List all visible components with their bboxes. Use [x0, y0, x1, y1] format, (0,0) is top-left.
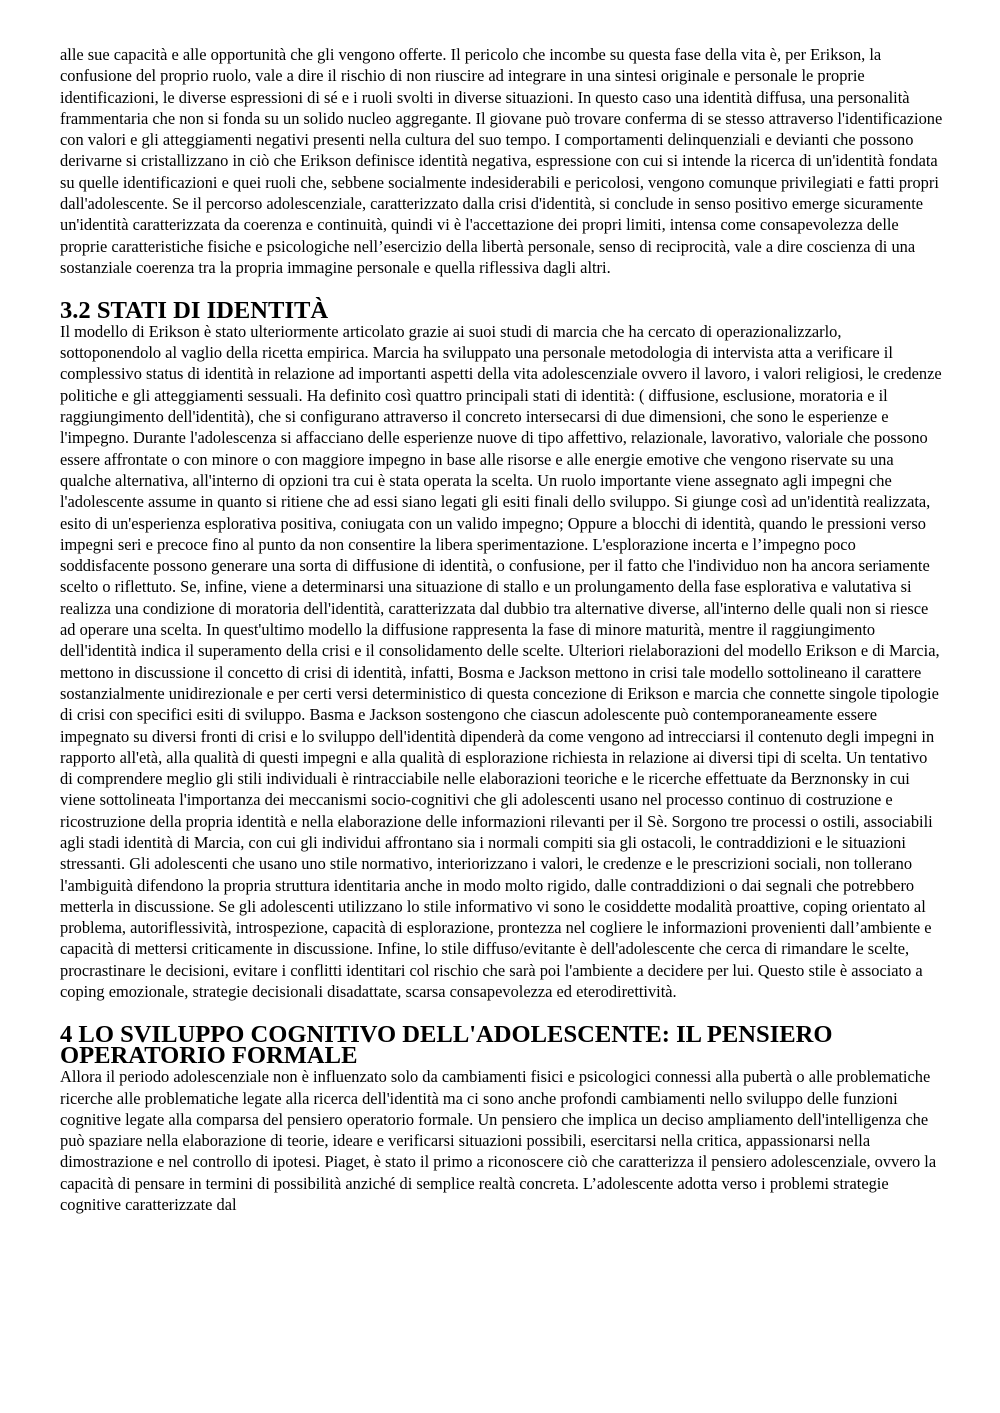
- section-body-3-2: Il modello di Erikson è stato ulteriormente articolato grazie ai suoi studi di marcia che ha cercato di operazionalizzarlo, sottoponendolo al vaglio della ricetta empirica. Marcia ha sviluppato una personale metodologia di intervista atta a verificare il complessivo status di identità in relazione ad importanti aspetti della vita adolescenziale ovvero il lavoro, i valori religiosi, le credenze politiche e gli atteggiamenti sessuali. Ha definito così quattro principali stati di identità: ( diffusione, esclusione, moratoria e il raggiungimento dell'identità), che si configurano attraverso il concreto intersecarsi di due dimensioni, che sono le esperienze e l'impegno. Durante l'adolescenza si affacciano delle esperienze nuove di tipo affettivo, relazionale, lavorativo, valoriale che possono essere affrontate o con minore o con maggiore impegno in base alle risorse e alle energie emotive che vengono riservate su una qualche alternativa, all'interno di opzioni tra cui è stata operata la scelta. Un ruolo importante viene assegnato agli impegni che l'adolescente assume in quanto si ritiene che ad essi siano legati gli esiti finali dello sviluppo. Si giunge così ad un'identità realizzata, esito di un'esperienza esplorativa positiva, coniugata con un valido impegno; Oppure a blocchi di identità, quando le pressioni verso impegni seri e precoce fino al punto da non consentire la libera sperimentazione. L'esplorazione incerta e l’impegno poco soddisfacente possono generare una sorta di diffusione di identità, o confusione, per il fatto che l'individuo non ha ancora seriamente scelto o riflettuto. Se, infine, viene a determinarsi una situazione di stallo e un prolungamento della fase esplorativa e valutativa si realizza una condizione di moratoria dell'identità, caratterizzata dal dubbio tra alternative diverse, all'interno delle quali non si riesce ad operare una scelta. In quest'ultimo modello la diffusione rappresenta la fase di minore maturità, mentre il raggiungimento dell'identità indica il superamento della crisi e il consolidamento delle scelte. Ulteriori rielaborazioni del modello Erikson e di Marcia, mettono in discussione il concetto di crisi di identità, infatti, Bosma e Jackson mettono in crisi tale modello sottolineano il carattere sostanzialmente unidirezionale e per certi versi deterministico di questa concezione di Erikson e marcia che connette singole tipologie di crisi con specifici esiti di sviluppo. Basma e Jackson sostengono che ciascun adolescente può contemporaneamente essere impegnato su diversi fronti di crisi e lo sviluppo dell'identità dipenderà da come vengono ad intrecciarsi il contenuto degli impegni in rapporto all'età, alla qualità di questi impegni e alla qualità di esplorazione richiesta in relazione ai diversi tipi di scelta. Un tentativo di comprendere meglio gli stili individuali è rintracciabile nelle elaborazioni teoriche e le ricerche effettuate da Berznonsky in cui viene sottolineata l'importanza dei meccanismi socio-cognitivi che gli adolescenti usano nel processo continuo di costruzione e ricostruzione della propria identità e nella elaborazione delle informazioni rilevanti per il Sè. Sorgono tre processi o ostili, associabili agli stadi identità di Marcia, con cui gli individui affrontano sia i normali compiti sia gli ostacoli, le contraddizioni e le situazioni stressanti. Gli adolescenti che usano uno stile normativo, interiorizzano i valori, le credenze e le prescrizioni sociali, non tollerano l'ambiguità difendono la propria struttura identitaria anche in modo molto rigido, dalle contraddizioni o dai segnali che potrebbero metterla in discussione. Se gli adolescenti utilizzano lo stile informativo vi sono le cosiddette modalità proattive, coping orientato al problema, autoriflessività, introspezione, capacità di esplorazione, prontezza nel cogliere le informazioni provenienti dall’ambiente e capacità di mettersi criticamente in discussione. Infine, lo stile diffuso/evitante è dell'adolescente che cerca di rimandare le scelte, procrastinare le decisioni, evitare i conflitti identitari col rischio che sarà poi l'ambiente a decidere per lui. Questo stile è associato a coping emozionale, strategie decisionali disadattate, scarsa consapevolezza ed eterodirettività.: [60, 321, 942, 1002]
- section-heading-3-2: 3.2 STATI DI IDENTITÀ: [60, 296, 329, 324]
- section-body-4: Allora il periodo adolescenziale non è influenzato solo da cambiamenti fisici e psicologici connessi alla pubertà o alle problematiche ricerche alle problematiche legate alla ricerca dell'identità ma ci sono anche profondi cambiamenti nello sviluppo delle funzioni cognitive legate alla comparsa del pensiero operatorio formale. Un pensiero che implica un deciso ampliamento dell'intelligenza che può spaziare nella elaborazione di teorie, ideare e verificarsi situazioni possibili, esercitarsi nella critica, appassionarsi nella dimostrazione e nel controllo di ipotesi. Piaget, è stato il primo a riconoscere ciò che caratterizza il pensiero adolescenziale, ovvero la capacità di pensare in termini di possibilità anziché di semplice realtà concreta. L’adolescente adotta verso i problemi strategie cognitive caratterizzate dal: [60, 1067, 937, 1215]
- section-heading-4: 4 LO SVILUPPO COGNITIVO DELL'ADOLESCENTE: IL PENSIERO OPERATORIO FORMALE: [60, 1020, 833, 1069]
- document-page: [60, 44, 944, 1215]
- intro-paragraph: alle sue capacità e alle opportunità che gli vengono offerte. Il pericolo che incombe su questa fase della vita è, per Erikson, la confusione del proprio ruolo, vale a dire il rischio di non riuscire ad integrare in una sintesi originale e personale le proprie identificazioni, le diverse espressioni di sé e i ruoli svolti in diverse situazioni. In questo caso una identità diffusa, una personalità frammentaria che non si fonda su un solido nucleo aggregante. Il giovane può trovare conferma di se stesso attraverso l'identificazione con valori e gli atteggiamenti negativi presenti nella cultura del suo tempo. I comportamenti delinquenziali e devianti che possono derivarne si cristallizzano in ciò che Erikson definisce identità negativa, espressione con cui si intende la ricerca di un'identità fondata su quelle identificazioni e quei ruoli che, sebbene socialmente indesiderabili e pericolosi, vengono comunque privilegiati e fatti propri dall'adolescente. Se il percorso adolescenziale, caratterizzato dalla crisi d'identità, si conclude in senso positivo emerge sicuramente un'identità caratterizzata da coerenza e continuità, quindi vi è l'accettazione dei propri limiti, intensa come consapevolezza delle proprie caratteristiche fisiche e psicologiche nell’esercizio della libertà personale, senso di reciprocità, vale a dire coscienza di una sostanziale coerenza tra la propria immagine personale e quella riflessiva dagli altri.: [60, 45, 943, 277]
